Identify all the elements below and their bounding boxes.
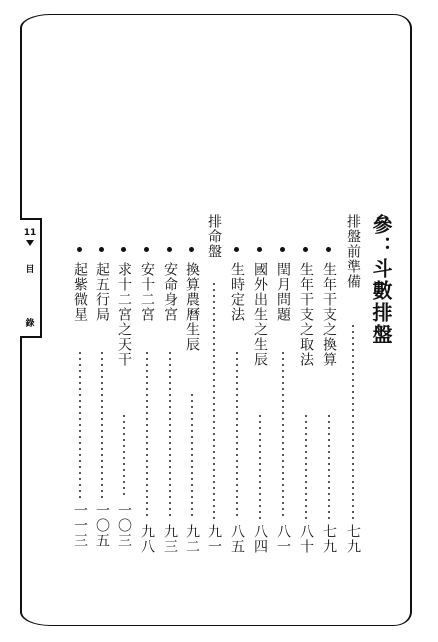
bullet-icon	[144, 247, 149, 252]
entry-page: 九三	[162, 524, 178, 554]
entry-page: 八五	[229, 524, 245, 554]
page-number: 11	[23, 228, 37, 238]
leader-dots	[305, 413, 307, 520]
sidebar-tab	[20, 218, 42, 338]
bullet-icon	[280, 247, 285, 252]
entry-page: 九八	[139, 524, 155, 554]
entry-title: 求十二宮之天干	[116, 262, 132, 367]
leader-dots	[259, 413, 261, 520]
section-heading: 參：斗數排盤	[369, 214, 393, 346]
bullet-icon	[257, 247, 262, 252]
entry-page: 八四	[252, 524, 268, 554]
entry-title: 生時定法	[229, 262, 245, 322]
bullet-icon	[326, 247, 331, 252]
leader-dots	[101, 350, 103, 499]
sidebar-char-mu: 目	[25, 265, 35, 275]
entry-page: 八一	[275, 524, 291, 554]
entry-title: 起五行局	[94, 262, 110, 322]
bullet-icon	[303, 247, 308, 252]
leader-dots	[328, 413, 330, 520]
entry-page: 一一三	[72, 503, 88, 548]
bullet-icon	[234, 247, 239, 252]
leader-dots	[146, 350, 148, 520]
entry-page: 一〇三	[116, 503, 132, 548]
leader-dots	[79, 350, 81, 499]
leader-dots	[191, 392, 193, 520]
leader-dots	[282, 350, 284, 520]
leader-dots	[213, 281, 215, 520]
bullet-icon	[99, 247, 104, 252]
leader-dots	[123, 413, 125, 499]
entry-title: 閏月問題	[275, 262, 291, 322]
bullet-icon	[121, 247, 126, 252]
entry-title: 安命身宮	[162, 262, 178, 322]
entry-page: 九二	[184, 524, 200, 554]
entry-title: 安十二宮	[139, 262, 155, 322]
bullet-icon	[189, 247, 194, 252]
sidebar-char-lu: 錄	[25, 319, 35, 329]
entry-title: 排盤前準備	[345, 214, 361, 289]
entry-title: 生年干支之換算	[321, 262, 337, 367]
entry-title: 國外出生之生辰	[252, 262, 268, 367]
entry-page: 七九	[345, 524, 361, 554]
entry-title: 起紫微星	[72, 262, 88, 322]
entry-title: 排命盤	[206, 214, 222, 259]
bullet-icon	[77, 247, 82, 252]
leader-dots	[352, 323, 354, 520]
leader-dots	[236, 350, 238, 520]
entry-page: 九一	[206, 524, 222, 554]
leader-dots	[169, 350, 171, 520]
entry-page: 八十	[298, 524, 314, 554]
entry-page: 一〇五	[94, 503, 110, 548]
triangle-down-icon	[26, 240, 34, 246]
bullet-icon	[167, 247, 172, 252]
entry-page: 七九	[321, 524, 337, 554]
entry-title: 生年干支之取法	[298, 262, 314, 367]
entry-title: 換算農曆生辰	[184, 262, 200, 352]
